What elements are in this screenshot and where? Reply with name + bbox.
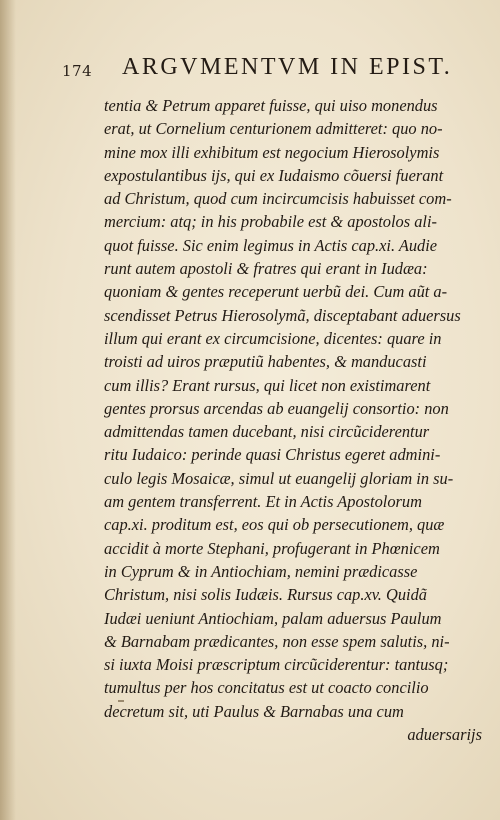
text-line: tumultus per hos concitatus est ut coacto concilio: [104, 678, 429, 698]
page-number: 174: [62, 62, 93, 80]
text-line: quoniam & gentes receperunt uerbũ dei. Cum aũt a-: [104, 282, 448, 302]
text-line: erat, ut Cornelium centurionem admitteret: quo no-: [104, 119, 443, 139]
text-line: scendisset Petrus Hierosolymã, disceptabant aduersus: [104, 305, 461, 325]
text-line: culo legis Mosaicæ, simul ut euangelij gloriam in su-: [104, 468, 454, 488]
page-header: [62, 54, 462, 84]
text-line: ritu Iudaico: perinde quasi Christus egeret admini-: [104, 445, 441, 465]
text-line: expostulantibus ijs, qui ex Iudaismo cõuersi fuerant: [104, 165, 444, 185]
text-line: accidit à morte Stephani, profugerant in Phœnicem: [104, 538, 440, 558]
text-line: & Barnabam prædicantes, non esse spem salutis, ni-: [104, 631, 450, 651]
text-line: ad Christum, quod cum incircumcisis habuisset com-: [104, 189, 452, 209]
text-line: cap.xi. proditum est, eos qui ob persecutionem, quæ: [104, 515, 445, 535]
text-line: decretum sit, uti Paulus & Barnabas una cum: [104, 701, 404, 721]
catchword: aduersarijs: [407, 725, 482, 745]
page-gutter-shadow: [0, 0, 16, 820]
running-head: ARGVMENTVM IN EPIST.: [122, 54, 453, 80]
text-line: admittendas tamen ducebant, nisi circũciderentur: [104, 422, 430, 442]
text-line: Christum, nisi solis Iudæis. Rursus cap.xv. Quidã: [104, 585, 427, 605]
text-line: mine mox illi exhibitum est negocium Hierosolymis: [104, 142, 440, 162]
text-line: runt autem apostoli & fratres qui erant in Iudæa:: [104, 259, 428, 279]
text-line: illum qui erant ex circumcisione, dicentes: quare in: [104, 328, 442, 348]
text-line: quot fuisse. Sic enim legimus in Actis cap.xi. Audie: [104, 235, 438, 255]
text-line: tentia & Petrum apparet fuisse, qui uiso monendus: [104, 96, 438, 115]
text-line: si iuxta Moisi præscriptum circũciderentur: tantusq;: [104, 655, 449, 675]
text-line: gentes prorsus arcendas ab euangelij consortio: non: [104, 398, 449, 418]
text-line: in Cyprum & in Antiochiam, nemini prædicasse: [104, 561, 418, 581]
text-line: Iudæi ueniunt Antiochiam, palam aduersus Paulum: [104, 608, 442, 628]
body-text: [104, 94, 484, 746]
text-line: mercium: atq; in his probabile est & apostolos ali-: [104, 212, 437, 232]
text-line: am gentem transferrent. Et in Actis Apostolorum: [104, 492, 422, 512]
ink-mark: [118, 700, 124, 702]
text-line: troisti ad uiros præputiũ habentes, & manducasti: [104, 352, 427, 372]
text-line: cum illis? Erant rursus, qui licet non existimarent: [104, 375, 431, 395]
